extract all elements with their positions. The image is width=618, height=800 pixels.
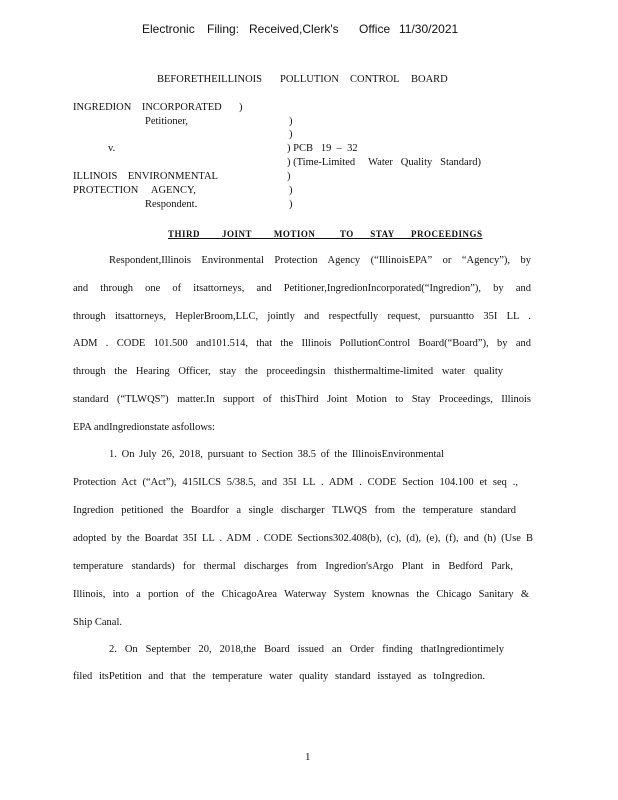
intro-line: ADM . CODE 101.500 and101.514, that the Illinois PollutionControl Board(“Board”), by and [73, 338, 531, 349]
page-number: 1 [305, 751, 311, 763]
para2-line: filed itsPetition and that the temperature water quality standard isstayed as toIngredion. [73, 671, 485, 682]
caption-paren: ) [287, 171, 291, 182]
para1-line: Ship Canal. [73, 617, 122, 628]
caption-party2-line1: ILLINOIS ENVIRONMENTAL [73, 171, 218, 182]
document-title: THIRD JOINT MOTION TO STAY PROCEEDINGS [168, 229, 483, 239]
caption-respondent: Respondent. [145, 199, 198, 210]
header-received: Received,Clerk's [249, 22, 339, 36]
intro-line: and through one of itsattorneys, and Petitioner,IngredionIncorporated(“Ingredion”), by and [73, 283, 531, 294]
caption-case-number: ) PCB 19 – 32 [287, 143, 358, 154]
header-office: Office [359, 22, 391, 36]
heading-before: BEFORETHEILLINOIS [157, 74, 262, 85]
caption-paren: ) [289, 185, 293, 196]
para1-line: temperature standards) for thermal discharges from Ingredion'sArgo Plant in Bedford Park, [73, 561, 513, 572]
para1-line: Protection Act (“Act”), 415ILCS 5/38.5, and 35I LL . ADM . CODE Section 104.100 et seq ., [73, 477, 518, 488]
caption-versus: v. [108, 143, 116, 154]
caption-case-type: ) (Time-Limited Water Quality Standard) [287, 157, 481, 168]
intro-line: standard (“TLWQS”) matter.In support of thisThird Joint Motion to Stay Proceedings, Illinois [73, 394, 531, 405]
intro-line: EPA andIngredionstate asfollows: [73, 422, 215, 433]
caption-paren: ) [239, 102, 243, 113]
intro-line: Respondent,Illinois Environmental Protection Agency (“IllinoisEPA” or “Agency”), by [109, 255, 531, 266]
para1-line: 1. On July 26, 2018, pursuant to Section 38.5 of the IllinoisEnvironmental [109, 449, 444, 460]
para1-line: Illinois, into a portion of the ChicagoArea Waterway System knownas the Chicago Sanitary & [73, 589, 529, 600]
intro-line: through the Hearing Officer, stay the proceedingsin thisthermaltime-limited water quality [73, 366, 503, 377]
caption-paren: ) [289, 199, 293, 210]
intro-line: through itsattorneys, HeplerBroom,LLC, jointly and respectfully request, pursuantto 35I LL . [73, 311, 531, 322]
heading-board: BOARD [411, 74, 448, 85]
para2-line: 2. On September 20, 2018,the Board issued an Order finding thatIngrediontimely [109, 644, 504, 655]
caption-party1: INGREDION INCORPORATED [73, 102, 222, 113]
caption-paren: ) [289, 116, 293, 127]
header-filing: Filing: [207, 22, 240, 36]
para1-line: adopted by the Boardat 35I LL . ADM . CODE Sections302.408(b), (c), (d), (e), (f), and (h) (Use B [73, 533, 533, 544]
header-date: 11/30/2021 [399, 22, 459, 36]
para1-line: Ingredion petitioned the Boardfor a single discharger TLWQS from the temperature standard [73, 505, 516, 516]
caption-paren: ) [289, 129, 293, 140]
heading-pollution: POLLUTION [280, 74, 339, 85]
caption-party2-line2: PROTECTION AGENCY, [73, 185, 196, 196]
heading-control: CONTROL [350, 74, 400, 85]
header-electronic: Electronic [142, 22, 195, 36]
caption-petitioner: Petitioner, [145, 116, 189, 127]
